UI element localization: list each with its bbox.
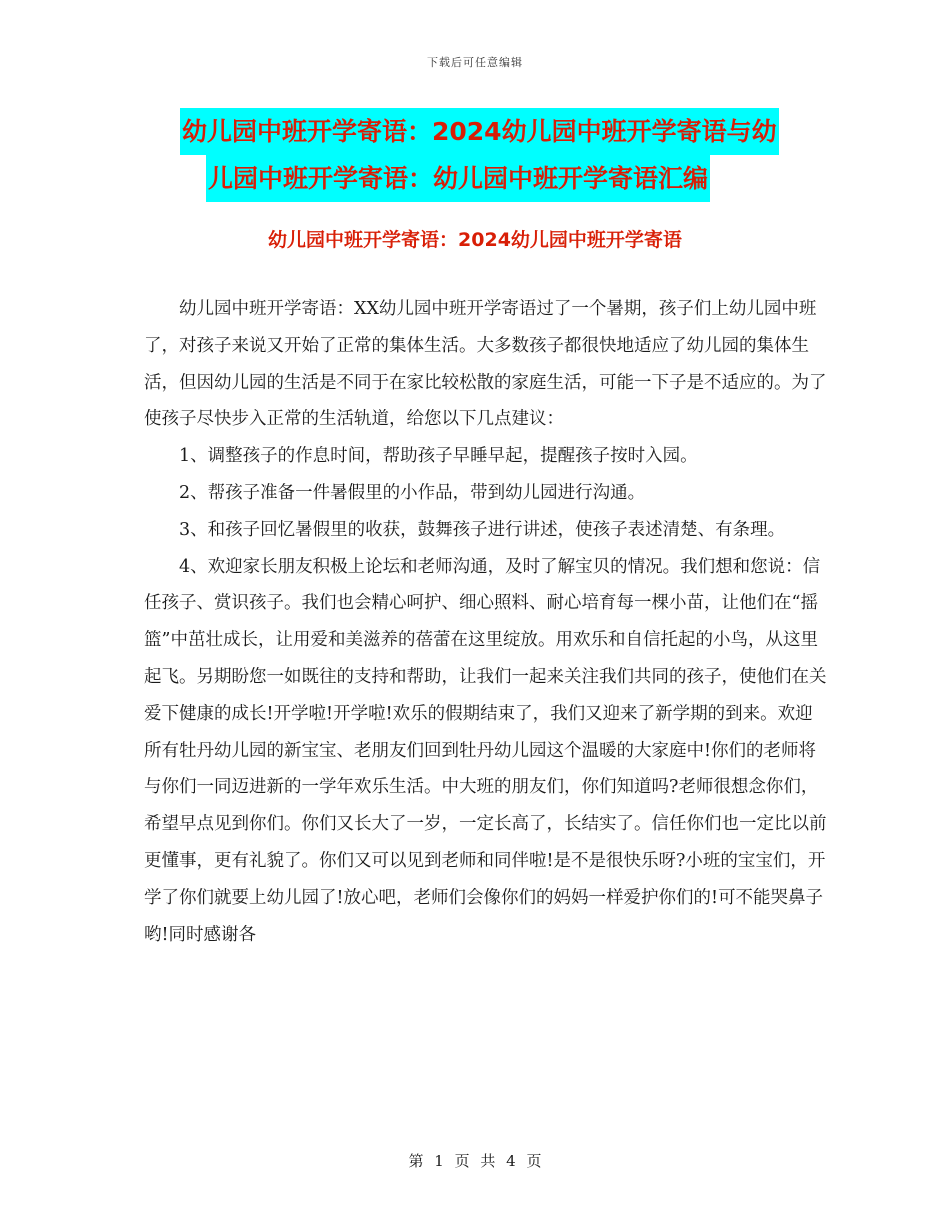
page-header-note: 下载后可任意编辑 — [427, 56, 523, 69]
document-title-line-2: 儿园中班开学寄语：幼儿园中班开学寄语汇编 — [206, 155, 710, 202]
paragraph-item-4: 4、欢迎家长朋友积极上论坛和老师沟通，及时了解宝贝的情况。我们想和您说：信任孩子、赏识孩子。我们也会精心呵护、细心照料、耐心培育每一棵小苗，让他们在“摇篮”中茁壮成长，让用爱和美滋养的蓓蕾在这里绽放。用欢乐和自信托起的小鸟，从这里起飞。另期盼您一如既往的支持和帮助，让我们一起来关注我们共同的孩子，使他们在关爱下健康的成长!开学啦!开学啦!欢乐的假期结束了，我们又迎来了新学期的到来。欢迎所有牡丹幼儿园的新宝宝、老朋友们回到牡丹幼儿园这个温暖的大家庭中!你们的老师将与你们一同迈进新的一学年欢乐生活。中大班的朋友们，你们知道吗?老师很想念你们，希望早点见到你们。你们又长大了一岁，一定长高了，长结实了。信任你们也一定比以前更懂事，更有礼貌了。你们又可以见到老师和同伴啦!是不是很快乐呀?小班的宝宝们，开学了你们就要上幼儿园了!放心吧，老师们会像你们的妈妈一样爱护你们的!可不能哭鼻子哟!同时感谢各 — [144, 556, 827, 945]
body-text — [144, 291, 829, 953]
paragraph-item-1: 1、调整孩子的作息时间，帮助孩子早睡早起，提醒孩子按时入园。 — [179, 446, 698, 467]
page-number: 第 1 页 共 4 页 — [408, 1152, 542, 1170]
paragraph-item-2: 2、帮孩子准备一件暑假里的小作品，带到幼儿园进行沟通。 — [179, 482, 646, 503]
section-subtitle: 幼儿园中班开学寄语：2024幼儿园中班开学寄语 — [268, 229, 682, 251]
paragraph-item-3: 3、和孩子回忆暑假里的收获，鼓舞孩子进行讲述，使孩子表述清楚、有条理。 — [179, 519, 786, 540]
paragraph-intro: 幼儿园中班开学寄语：XX幼儿园中班开学寄语过了一个暑期，孩子们上幼儿园中班了，对孩子来说又开始了正常的集体生活。大多数孩子都很快地适应了幼儿园的集体生活，但因幼儿园的生活是不同于在家比较松散的家庭生活，可能一下子是不适应的。为了使孩子尽快步入正常的生活轨道，给您以下几点建议： — [144, 299, 827, 430]
document-title — [180, 108, 830, 202]
document-title-line-1: 幼儿园中班开学寄语：2024幼儿园中班开学寄语与幼 — [180, 108, 779, 155]
